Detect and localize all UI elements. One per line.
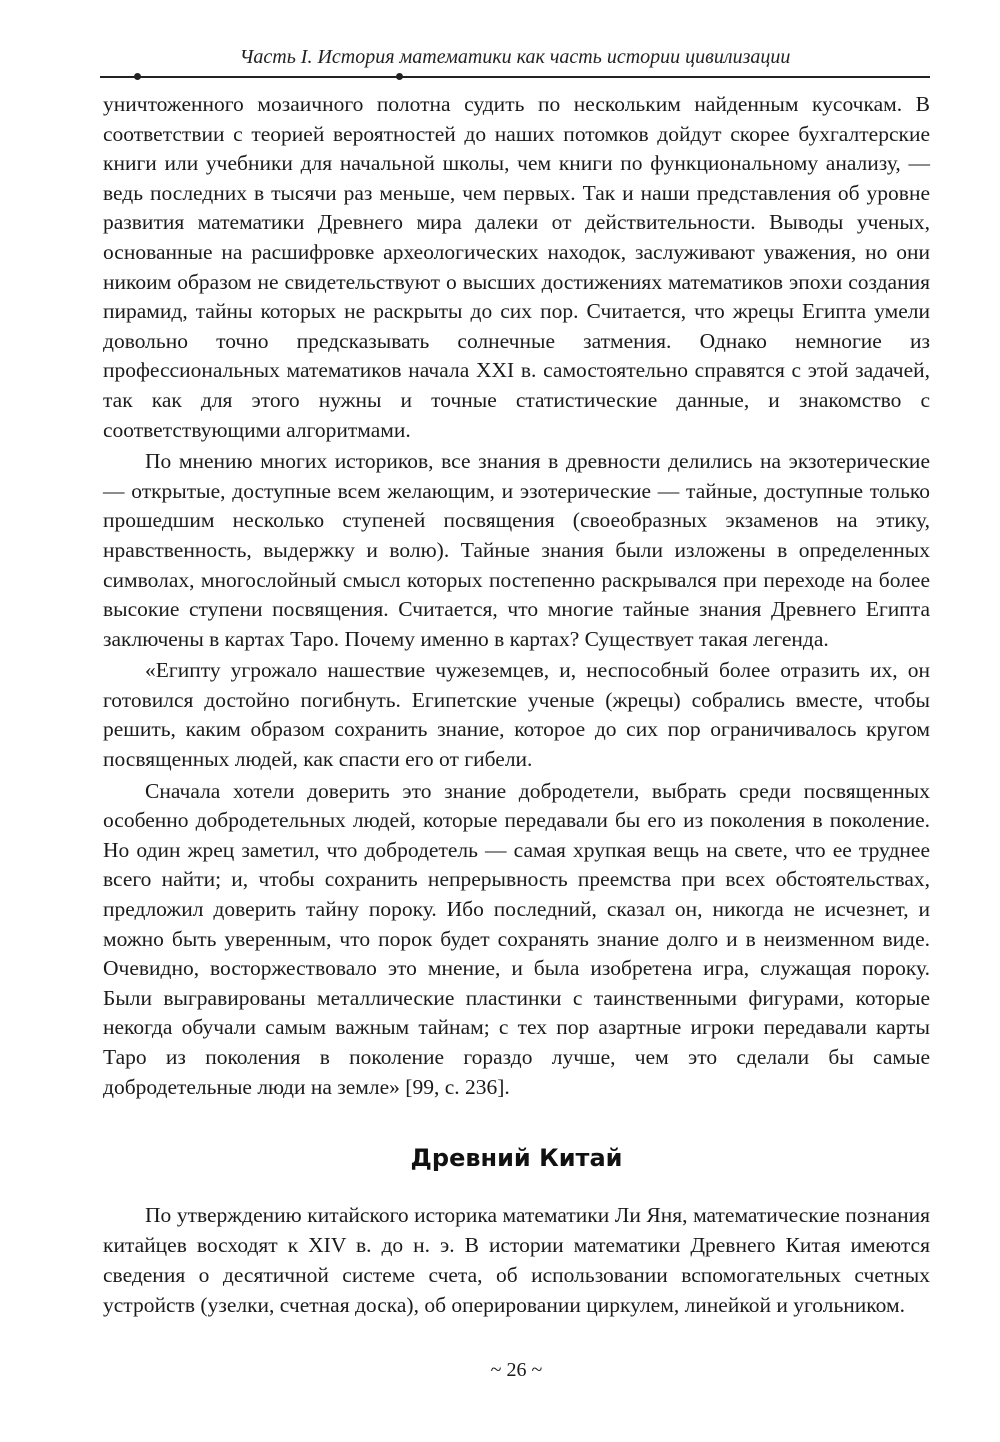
section-heading: Древний Китай	[410, 1144, 623, 1172]
running-header: Часть I. История математики как часть истории цивилизации	[239, 46, 791, 68]
rule-dot-left	[134, 73, 141, 80]
paragraph-ancient-china: По утверждению китайского историка математики Ли Яня, математические познания китайцев восходят к XIV в. до н. э. В истории математики Древнего Китая имеются сведения о десятичной системе счета, об использовании вспомогательных счетных устройств (узелки, счетная доска), об оперировании циркулем, линейкой и угольником.	[103, 1203, 930, 1317]
paragraph-quote-egypt: «Египту угрожало нашествие чужеземцев, и, неспособный более отразить их, он готовился достойно погибнуть. Египетские ученые (жрецы) собрались вместе, чтобы решить, каким образом сохранить знание, которое до сих пор ограничивалось кругом посвященных людей, как спасти его от гибели.	[103, 658, 930, 772]
paragraph-continued: уничтоженного мозаичного полотна судить по нескольким найденным кусочкам. В соответствии с теорией вероятностей до наших потомков дойдут скорее бухгалтерские книги или учебники для начальной школы, чем книги по функциональному анализу, — ведь последних в тысячи раз меньше, чем первых. Так и наши представления об уровне развития математики Древнего мира далеки от действительности. Выводы ученых, основанные на расшифровке археологических находок, заслуживают уважения, но они никоим образом не свидетельствуют о высших достижениях математиков эпохи создания пирамид, тайны которых не раскрыты до сих пор. Считается, что жрецы Египта умели довольно точно предсказывать солнечные затмения. Однако немногие из профессиональных математиков начала XXI в. самостоятельно справятся с этой задачей, так как для этого нужны и точные статистические данные, и знакомство с соответствующими алгоритмами.	[103, 92, 930, 442]
paragraph-quote-virtue: Сначала хотели доверить это знание добродетели, выбрать среди посвященных особенно добродетельных людей, которые передавали бы его из поколения в поколение. Но один жрец заметил, что добродетель — самая хрупкая вещь на свете, что ее труднее всего найти; и, чтобы сохранить непрерывность преемства при всех обстоятельствах, предложил доверить тайну пороку. Ибо последний, сказал он, никогда не исчезнет, и можно быть уверенным, что порок будет сохранять знание долго и в неизменном виде. Очевидно, восторжествовало это мнение, и была изобретена игра, служащая пороку. Были выгравированы металлические пластинки с таинственными фигурами, которые некогда обучали самым важным тайнам; с тех пор азартные игроки передавали карты Таро из поколения в поколение гораздо лучше, чем это сделали бы самые добродетельные люди на земле» [99, с. 236].	[103, 778, 930, 1099]
main-text	[103, 90, 930, 1102]
page-number: ~ 26 ~	[490, 1359, 543, 1381]
header-rule	[100, 76, 930, 78]
section-text	[103, 1200, 930, 1320]
rule-dot-right	[396, 73, 403, 80]
paragraph-esoteric-knowledge: По мнению многих историков, все знания в древности делились на экзотерические — открытые, доступные всем желающим, и эзотерические — тайные, доступные только прошедшим несколько ступеней посвящения (своеобразных экзаменов на этику, нравственность, выдержку и волю). Тайные знания были изложены в определенных символах, многослойный смысл которых постепенно раскрывался при переходе на более высокие ступени посвящения. Считается, что многие тайные знания Древнего Египта заключены в картах Таро. Почему именно в картах? Существует такая легенда.	[103, 449, 930, 651]
